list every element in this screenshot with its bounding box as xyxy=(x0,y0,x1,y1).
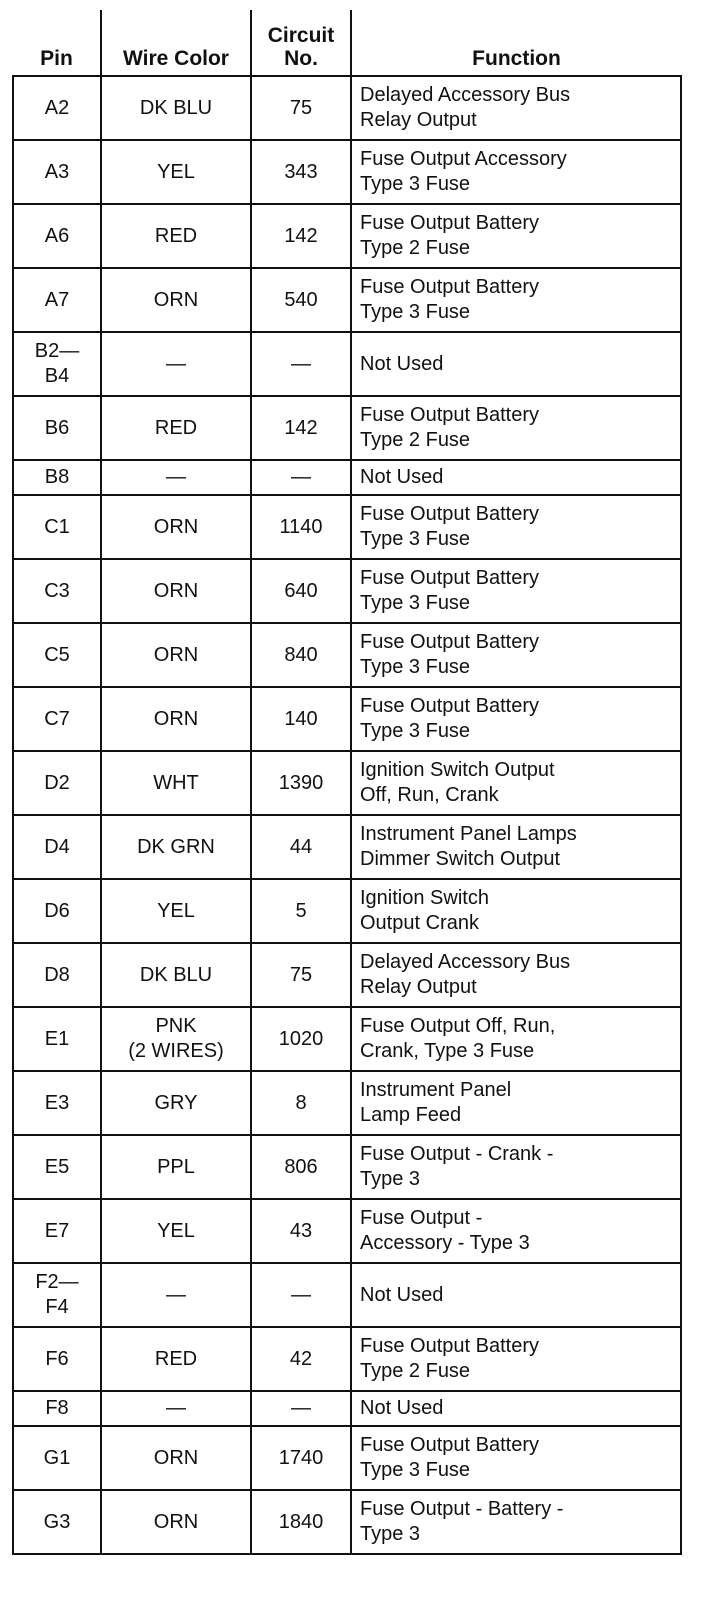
function-cell: Not Used xyxy=(351,1263,681,1327)
function-cell: Fuse Output Battery Type 3 Fuse xyxy=(351,495,681,559)
header-row xyxy=(13,10,681,76)
wire-color-cell: — xyxy=(101,460,251,495)
circuit-no-cell: — xyxy=(251,460,351,495)
circuit-no-cell: 43 xyxy=(251,1199,351,1263)
pin-cell: D8 xyxy=(13,943,101,1007)
circuit-no-cell: 1020 xyxy=(251,1007,351,1071)
pin-cell: C3 xyxy=(13,559,101,623)
table-row xyxy=(13,1391,681,1426)
circuit-no-cell: 142 xyxy=(251,396,351,460)
pin-cell: A7 xyxy=(13,268,101,332)
pin-cell: E1 xyxy=(13,1007,101,1071)
pin-cell: B8 xyxy=(13,460,101,495)
pin-cell: B6 xyxy=(13,396,101,460)
function-cell: Fuse Output Battery Type 3 Fuse xyxy=(351,1426,681,1490)
wire-color-cell: ORN xyxy=(101,1426,251,1490)
pin-cell: F2— F4 xyxy=(13,1263,101,1327)
circuit-no-cell: 142 xyxy=(251,204,351,268)
circuit-no-cell: 1390 xyxy=(251,751,351,815)
circuit-no-cell: 806 xyxy=(251,1135,351,1199)
wire-color-cell: ORN xyxy=(101,495,251,559)
circuit-no-cell: 5 xyxy=(251,879,351,943)
pin-cell: A6 xyxy=(13,204,101,268)
function-cell: Fuse Output Accessory Type 3 Fuse xyxy=(351,140,681,204)
function-cell: Not Used xyxy=(351,332,681,396)
document-page xyxy=(12,10,682,1555)
wire-color-cell: DK GRN xyxy=(101,815,251,879)
circuit-no-cell: 1740 xyxy=(251,1426,351,1490)
function-cell: Delayed Accessory Bus Relay Output xyxy=(351,943,681,1007)
wire-color-cell: PPL xyxy=(101,1135,251,1199)
pin-cell: G3 xyxy=(13,1490,101,1554)
function-cell: Instrument Panel Lamps Dimmer Switch Output xyxy=(351,815,681,879)
wire-color-cell: — xyxy=(101,1263,251,1327)
table-row xyxy=(13,1426,681,1490)
table-row xyxy=(13,495,681,559)
table-row xyxy=(13,140,681,204)
circuit-no-cell: 75 xyxy=(251,943,351,1007)
circuit-no-cell: 8 xyxy=(251,1071,351,1135)
wire-color-cell: YEL xyxy=(101,140,251,204)
function-cell: Ignition Switch Output Off, Run, Crank xyxy=(351,751,681,815)
function-cell: Delayed Accessory Bus Relay Output xyxy=(351,76,681,140)
function-cell: Fuse Output - Crank - Type 3 xyxy=(351,1135,681,1199)
pin-cell: E3 xyxy=(13,1071,101,1135)
table-row xyxy=(13,815,681,879)
circuit-no-cell: 140 xyxy=(251,687,351,751)
function-cell: Fuse Output Battery Type 2 Fuse xyxy=(351,204,681,268)
header-pin: Pin xyxy=(13,10,101,76)
table-header xyxy=(13,10,681,76)
wire-color-cell: PNK (2 WIRES) xyxy=(101,1007,251,1071)
function-cell: Not Used xyxy=(351,460,681,495)
circuit-no-cell: — xyxy=(251,1263,351,1327)
table-row xyxy=(13,687,681,751)
table-row xyxy=(13,76,681,140)
wire-color-cell: YEL xyxy=(101,879,251,943)
function-cell: Fuse Output - Battery - Type 3 xyxy=(351,1490,681,1554)
function-cell: Fuse Output Battery Type 3 Fuse xyxy=(351,623,681,687)
wire-color-cell: DK BLU xyxy=(101,943,251,1007)
wire-color-cell: RED xyxy=(101,396,251,460)
table-body xyxy=(13,76,681,1554)
wire-color-cell: GRY xyxy=(101,1071,251,1135)
function-cell: Fuse Output - Accessory - Type 3 xyxy=(351,1199,681,1263)
pin-cell: E7 xyxy=(13,1199,101,1263)
table-row xyxy=(13,460,681,495)
wire-color-cell: ORN xyxy=(101,268,251,332)
header-circuit-no: Circuit No. xyxy=(251,10,351,76)
circuit-no-cell: 640 xyxy=(251,559,351,623)
pin-cell: F8 xyxy=(13,1391,101,1426)
wire-color-cell: DK BLU xyxy=(101,76,251,140)
pin-cell: C1 xyxy=(13,495,101,559)
table-row xyxy=(13,1199,681,1263)
table-row xyxy=(13,623,681,687)
function-cell: Fuse Output Battery Type 3 Fuse xyxy=(351,268,681,332)
pin-cell: F6 xyxy=(13,1327,101,1391)
circuit-no-cell: 1840 xyxy=(251,1490,351,1554)
function-cell: Ignition Switch Output Crank xyxy=(351,879,681,943)
table-row xyxy=(13,879,681,943)
table-row xyxy=(13,1327,681,1391)
pin-cell: D4 xyxy=(13,815,101,879)
pin-cell: D6 xyxy=(13,879,101,943)
wire-color-cell: ORN xyxy=(101,1490,251,1554)
circuit-no-cell: 840 xyxy=(251,623,351,687)
table-row xyxy=(13,1007,681,1071)
pin-cell: A3 xyxy=(13,140,101,204)
wire-color-cell: ORN xyxy=(101,687,251,751)
pin-cell: C5 xyxy=(13,623,101,687)
wire-color-cell: ORN xyxy=(101,623,251,687)
pin-cell: B2— B4 xyxy=(13,332,101,396)
table-row xyxy=(13,204,681,268)
table-row xyxy=(13,332,681,396)
function-cell: Fuse Output Off, Run, Crank, Type 3 Fuse xyxy=(351,1007,681,1071)
function-cell: Fuse Output Battery Type 2 Fuse xyxy=(351,1327,681,1391)
table-row xyxy=(13,559,681,623)
header-function: Function xyxy=(351,10,681,76)
pin-cell: A2 xyxy=(13,76,101,140)
function-cell: Fuse Output Battery Type 3 Fuse xyxy=(351,559,681,623)
circuit-no-cell: — xyxy=(251,332,351,396)
function-cell: Fuse Output Battery Type 3 Fuse xyxy=(351,687,681,751)
wire-color-cell: — xyxy=(101,332,251,396)
function-cell: Fuse Output Battery Type 2 Fuse xyxy=(351,396,681,460)
pin-cell: D2 xyxy=(13,751,101,815)
wire-color-cell: RED xyxy=(101,1327,251,1391)
function-cell: Instrument Panel Lamp Feed xyxy=(351,1071,681,1135)
wire-color-cell: RED xyxy=(101,204,251,268)
wire-color-cell: ORN xyxy=(101,559,251,623)
wire-color-cell: YEL xyxy=(101,1199,251,1263)
table-row xyxy=(13,1071,681,1135)
circuit-no-cell: 44 xyxy=(251,815,351,879)
table-row xyxy=(13,751,681,815)
wire-color-cell: WHT xyxy=(101,751,251,815)
table-row xyxy=(13,1263,681,1327)
table-row xyxy=(13,1135,681,1199)
circuit-no-cell: 1140 xyxy=(251,495,351,559)
function-cell: Not Used xyxy=(351,1391,681,1426)
table-row xyxy=(13,268,681,332)
circuit-no-cell: 42 xyxy=(251,1327,351,1391)
circuit-no-cell: 75 xyxy=(251,76,351,140)
table-row xyxy=(13,396,681,460)
header-wire-color: Wire Color xyxy=(101,10,251,76)
circuit-no-cell: 343 xyxy=(251,140,351,204)
table-row xyxy=(13,943,681,1007)
wire-color-cell: — xyxy=(101,1391,251,1426)
pin-cell: C7 xyxy=(13,687,101,751)
connector-pin-table xyxy=(12,10,682,1555)
circuit-no-cell: — xyxy=(251,1391,351,1426)
circuit-no-cell: 540 xyxy=(251,268,351,332)
table-row xyxy=(13,1490,681,1554)
pin-cell: G1 xyxy=(13,1426,101,1490)
pin-cell: E5 xyxy=(13,1135,101,1199)
